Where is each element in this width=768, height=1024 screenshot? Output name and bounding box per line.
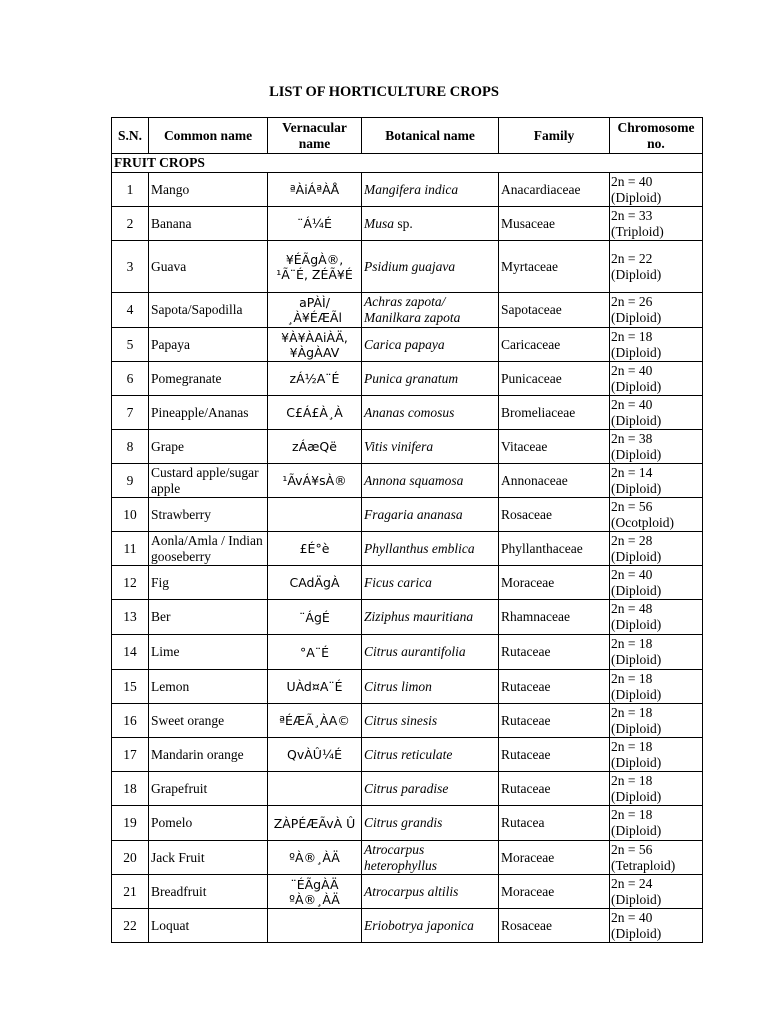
botanical-name-text: Citrus paradise	[364, 780, 449, 796]
chromosome-count: 2n = 40	[611, 909, 653, 925]
botanical-name-suffix: sp.	[394, 215, 413, 231]
cell-botanical-name	[362, 670, 499, 704]
cell-common-name: Banana	[149, 207, 268, 241]
cell-chromosome-no	[610, 173, 703, 207]
table-row	[112, 396, 703, 430]
cell-family: Rutaceae	[499, 738, 610, 772]
ploidy-label: (Diploid)	[611, 720, 662, 736]
cell-sn: 6	[112, 362, 149, 396]
cell-botanical-name	[362, 841, 499, 875]
document-title: LIST OF HORTICULTURE CROPS	[269, 84, 499, 100]
cell-vernacular-name: ¨Á¼É	[268, 207, 362, 241]
table-row	[112, 207, 703, 241]
cell-vernacular-name: C£Á£À¸À	[268, 396, 362, 430]
cell-common-name: Grapefruit	[149, 772, 268, 806]
cell-vernacular-name: £É°è	[268, 532, 362, 566]
chromosome-count: 2n = 22	[611, 250, 653, 266]
cell-family: Moraceae	[499, 566, 610, 600]
table-row	[112, 909, 703, 943]
chromosome-count: 2n = 40	[611, 396, 653, 412]
cell-sn: 3	[112, 241, 149, 293]
cell-chromosome-no	[610, 207, 703, 241]
botanical-name-text-line2: Manilkara zapota	[364, 310, 461, 325]
cell-sn: 21	[112, 875, 149, 909]
cell-botanical-name	[362, 396, 499, 430]
cell-common-name: Jack Fruit	[149, 841, 268, 875]
chromosome-count: 2n = 26	[611, 294, 653, 309]
botanical-name-text: Achras zapota/	[364, 294, 446, 309]
botanical-name-text: Citrus aurantifolia	[364, 644, 466, 659]
ploidy-label: (Tetraploid)	[611, 857, 676, 873]
botanical-name-text: Mangifera indica	[364, 181, 459, 197]
table-row	[112, 841, 703, 875]
cell-vernacular-name: ZÀPÉÆÃvÀ Û	[268, 806, 362, 841]
cell-botanical-name	[362, 875, 499, 909]
cell-common-name: Pomelo	[149, 806, 268, 841]
chromosome-count: 2n = 24	[611, 875, 653, 891]
table-row	[112, 173, 703, 207]
cell-sn: 16	[112, 704, 149, 738]
chromosome-count: 2n = 38	[611, 430, 653, 446]
table-row	[112, 772, 703, 806]
cell-botanical-name	[362, 430, 499, 464]
cell-sn: 14	[112, 635, 149, 670]
cell-sn: 19	[112, 806, 149, 841]
botanical-name-text: Fragaria ananasa	[364, 506, 463, 522]
cell-family: Caricaceae	[499, 328, 610, 362]
cell-family: Anacardiaceae	[499, 173, 610, 207]
botanical-name-text: Phyllanthus emblica	[364, 540, 475, 556]
botanical-name-text-line2: heterophyllus	[364, 857, 437, 873]
chromosome-count: 2n = 48	[611, 601, 653, 616]
header-botanical-name: Botanical name	[362, 118, 499, 154]
ploidy-label: (Diploid)	[611, 788, 662, 804]
cell-botanical-name	[362, 909, 499, 943]
chromosome-count: 2n = 18	[611, 772, 653, 788]
table-row	[112, 875, 703, 909]
cell-vernacular-name	[268, 909, 362, 943]
ploidy-label: (Diploid)	[611, 378, 662, 394]
cell-vernacular-name: CAdÄgÀ	[268, 566, 362, 600]
cell-common-name: Guava	[149, 241, 268, 293]
botanical-name-text: Punica granatum	[364, 370, 459, 386]
cell-family: Bromeliaceae	[499, 396, 610, 430]
table-row	[112, 498, 703, 532]
ploidy-label: (Diploid)	[611, 446, 662, 462]
header-chromosome-no: Chromosome no.	[610, 118, 703, 154]
ploidy-label: (Diploid)	[611, 686, 662, 702]
ploidy-label: (Diploid)	[611, 344, 662, 360]
cell-chromosome-no	[610, 293, 703, 328]
cell-common-name: Ber	[149, 600, 268, 635]
cell-vernacular-name	[268, 772, 362, 806]
cell-chromosome-no	[610, 841, 703, 875]
ploidy-label: (Diploid)	[611, 189, 662, 205]
cell-vernacular-name: zÁ½A¨É	[268, 362, 362, 396]
cell-family: Myrtaceae	[499, 241, 610, 293]
cell-common-name: Mandarin orange	[149, 738, 268, 772]
botanical-name-text: Citrus grandis	[364, 815, 443, 830]
cell-sn: 10	[112, 498, 149, 532]
ploidy-label: (Diploid)	[611, 266, 662, 282]
cell-chromosome-no	[610, 362, 703, 396]
cell-common-name: Lemon	[149, 670, 268, 704]
chromosome-count: 2n = 18	[611, 738, 653, 754]
table-row	[112, 600, 703, 635]
cell-sn: 15	[112, 670, 149, 704]
cell-common-name: Lime	[149, 635, 268, 670]
cell-botanical-name	[362, 207, 499, 241]
cell-family: Rhamnaceae	[499, 600, 610, 635]
botanical-name-text: Eriobotrya japonica	[364, 917, 474, 933]
cell-chromosome-no	[610, 464, 703, 498]
cell-family: Moraceae	[499, 841, 610, 875]
chromosome-count: 2n = 40	[611, 362, 653, 378]
cell-common-name: Mango	[149, 173, 268, 207]
cell-chromosome-no	[610, 600, 703, 635]
ploidy-label: (Diploid)	[611, 652, 662, 667]
table-row	[112, 635, 703, 670]
cell-chromosome-no	[610, 875, 703, 909]
cell-chromosome-no	[610, 532, 703, 566]
table-row	[112, 430, 703, 464]
table-row	[112, 566, 703, 600]
ploidy-label: (Triploid)	[611, 223, 664, 239]
chromosome-count: 2n = 18	[611, 636, 653, 651]
ploidy-label: (Diploid)	[611, 310, 662, 325]
cell-vernacular-name: ¨ÉÃgÀÄ ºÀ®¸ÀÄ	[268, 875, 362, 909]
cell-chromosome-no	[610, 909, 703, 943]
section-label: FRUIT CROPS	[112, 154, 703, 173]
cell-sn: 4	[112, 293, 149, 328]
cell-vernacular-name: QvÀÛ¼É	[268, 738, 362, 772]
chromosome-count: 2n = 14	[611, 464, 653, 480]
header-vernacular-name: Vernacular name	[268, 118, 362, 154]
cell-botanical-name	[362, 806, 499, 841]
botanical-name-text: Vitis vinifera	[364, 438, 434, 454]
cell-botanical-name	[362, 704, 499, 738]
header-family: Family	[499, 118, 610, 154]
ploidy-label: (Diploid)	[611, 548, 662, 564]
cell-sn: 12	[112, 566, 149, 600]
cell-common-name: Grape	[149, 430, 268, 464]
botanical-name-text: Ananas comosus	[364, 404, 455, 420]
cell-sn: 13	[112, 600, 149, 635]
chromosome-count: 2n = 18	[611, 807, 653, 822]
cell-chromosome-no	[610, 430, 703, 464]
cell-vernacular-name: UÀd¤A¨É	[268, 670, 362, 704]
cell-sn: 18	[112, 772, 149, 806]
ploidy-label: (Diploid)	[611, 582, 662, 598]
cell-sn: 22	[112, 909, 149, 943]
cell-common-name: Breadfruit	[149, 875, 268, 909]
cell-vernacular-name: ¥À¥ÀAiÀÄ, ¥ÀgÀAV	[268, 328, 362, 362]
botanical-name-text: Ziziphus mauritiana	[364, 609, 474, 624]
cell-common-name: Papaya	[149, 328, 268, 362]
cell-botanical-name	[362, 293, 499, 328]
cell-chromosome-no	[610, 738, 703, 772]
header-sn: S.N.	[112, 118, 149, 154]
cell-vernacular-name: °A¨É	[268, 635, 362, 670]
cell-family: Rutaceae	[499, 772, 610, 806]
cell-common-name: Strawberry	[149, 498, 268, 532]
chromosome-count: 2n = 40	[611, 173, 653, 189]
cell-vernacular-name: ¥ÉÃgÀ®, ¹Ã¨É, ZÉÃ¥É	[268, 241, 362, 293]
cell-common-name: Sweet orange	[149, 704, 268, 738]
botanical-name-text: Annona squamosa	[364, 472, 464, 488]
cell-botanical-name	[362, 362, 499, 396]
header-common-name: Common name	[149, 118, 268, 154]
table-row	[112, 670, 703, 704]
ploidy-label: (Diploid)	[611, 412, 662, 428]
cell-sn: 17	[112, 738, 149, 772]
cell-vernacular-name: zÁæQë	[268, 430, 362, 464]
table-row	[112, 704, 703, 738]
table-row	[112, 464, 703, 498]
botanical-name-text: Ficus carica	[364, 574, 432, 590]
cell-chromosome-no	[610, 806, 703, 841]
cell-botanical-name	[362, 738, 499, 772]
cell-family: Rosaceae	[499, 909, 610, 943]
botanical-name-text: Atrocarpus	[364, 841, 425, 857]
cell-sn: 7	[112, 396, 149, 430]
cell-chromosome-no	[610, 635, 703, 670]
cell-botanical-name	[362, 241, 499, 293]
table-row	[112, 328, 703, 362]
cell-sn: 9	[112, 464, 149, 498]
cell-chromosome-no	[610, 396, 703, 430]
table-row	[112, 738, 703, 772]
chromosome-count: 2n = 28	[611, 532, 653, 548]
cell-vernacular-name: ¨ÁgÉ	[268, 600, 362, 635]
table-header	[112, 118, 703, 154]
chromosome-count: 2n = 18	[611, 704, 653, 720]
cell-sn: 8	[112, 430, 149, 464]
botanical-name-text: Carica papaya	[364, 336, 445, 352]
cell-family: Phyllanthaceae	[499, 532, 610, 566]
cell-vernacular-name	[268, 498, 362, 532]
ploidy-label: (Diploid)	[611, 617, 662, 632]
botanical-name-text: Citrus reticulate	[364, 746, 453, 762]
cell-botanical-name	[362, 328, 499, 362]
cell-vernacular-name: aPÀÌ/ ¸À¥ÉÆÃl	[268, 293, 362, 328]
cell-sn: 1	[112, 173, 149, 207]
cell-chromosome-no	[610, 498, 703, 532]
cell-family: Vitaceae	[499, 430, 610, 464]
ploidy-label: (Ocotploid)	[611, 514, 674, 530]
table-row	[112, 241, 703, 293]
cell-common-name: Pineapple/Ananas	[149, 396, 268, 430]
chromosome-count: 2n = 33	[611, 207, 653, 223]
botanical-name-text: Citrus sinesis	[364, 712, 438, 728]
ploidy-label: (Diploid)	[611, 891, 662, 907]
table-row	[112, 293, 703, 328]
cell-common-name: Custard apple/sugar apple	[149, 464, 268, 498]
cell-chromosome-no	[610, 566, 703, 600]
chromosome-count: 2n = 18	[611, 328, 653, 344]
cell-vernacular-name: ªÀiÁªÀÅ	[268, 173, 362, 207]
cell-botanical-name	[362, 600, 499, 635]
cell-family: Punicaceae	[499, 362, 610, 396]
botanical-name-text: Citrus limon	[364, 678, 432, 694]
botanical-name-text: Atrocarpus altilis	[364, 883, 459, 899]
cell-family: Rutaceae	[499, 635, 610, 670]
cell-chromosome-no	[610, 772, 703, 806]
ploidy-label: (Diploid)	[611, 480, 662, 496]
cell-family: Rutacea	[499, 806, 610, 841]
chromosome-count: 2n = 56	[611, 841, 653, 857]
botanical-name-text: Psidium guajava	[364, 258, 456, 274]
crops-table	[111, 117, 703, 943]
cell-botanical-name	[362, 532, 499, 566]
cell-family: Sapotaceae	[499, 293, 610, 328]
cell-common-name: Sapota/Sapodilla	[149, 293, 268, 328]
cell-botanical-name	[362, 173, 499, 207]
cell-botanical-name	[362, 498, 499, 532]
ploidy-label: (Diploid)	[611, 925, 662, 941]
cell-botanical-name	[362, 566, 499, 600]
botanical-name-text: Musa	[364, 215, 394, 231]
cell-chromosome-no	[610, 241, 703, 293]
cell-sn: 11	[112, 532, 149, 566]
chromosome-count: 2n = 40	[611, 566, 653, 582]
cell-vernacular-name: ºÀ®¸ÀÄ	[268, 841, 362, 875]
cell-family: Moraceae	[499, 875, 610, 909]
chromosome-count: 2n = 56	[611, 498, 653, 514]
cell-family: Rutaceae	[499, 670, 610, 704]
table-row	[112, 362, 703, 396]
cell-common-name: Aonla/Amla / Indian gooseberry	[149, 532, 268, 566]
ploidy-label: (Diploid)	[611, 754, 662, 770]
cell-botanical-name	[362, 635, 499, 670]
chromosome-count: 2n = 18	[611, 670, 653, 686]
cell-sn: 20	[112, 841, 149, 875]
cell-sn: 2	[112, 207, 149, 241]
cell-sn: 5	[112, 328, 149, 362]
table-row	[112, 532, 703, 566]
cell-chromosome-no	[610, 328, 703, 362]
cell-family: Rutaceae	[499, 704, 610, 738]
cell-common-name: Fig	[149, 566, 268, 600]
cell-chromosome-no	[610, 704, 703, 738]
cell-chromosome-no	[610, 670, 703, 704]
cell-vernacular-name: ¹ÃvÁ¥sÀ®	[268, 464, 362, 498]
table-row	[112, 806, 703, 841]
cell-botanical-name	[362, 464, 499, 498]
cell-common-name: Loquat	[149, 909, 268, 943]
cell-family: Rosaceae	[499, 498, 610, 532]
cell-family: Annonaceae	[499, 464, 610, 498]
ploidy-label: (Diploid)	[611, 823, 662, 838]
cell-botanical-name	[362, 772, 499, 806]
cell-common-name: Pomegranate	[149, 362, 268, 396]
cell-family: Musaceae	[499, 207, 610, 241]
cell-vernacular-name: ªÉÆÃ¸ÀA©	[268, 704, 362, 738]
